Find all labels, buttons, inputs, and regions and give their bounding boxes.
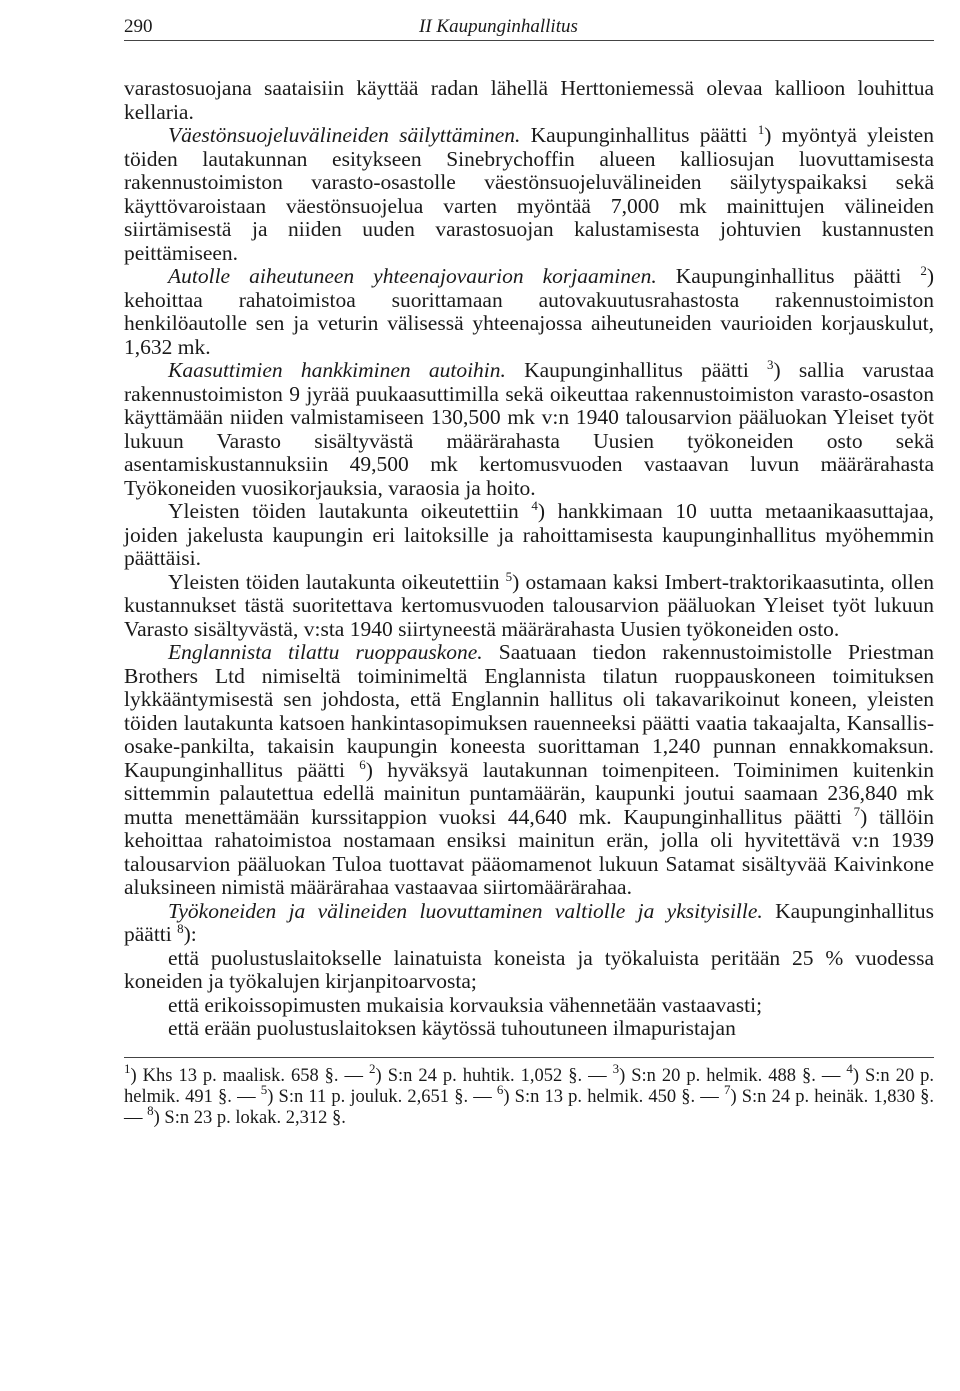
page-number: 290 [124, 16, 153, 37]
paragraph-text: ) kehoittaa rahatoimistoa suorittamaan autovakuutusrahastosta rakennustoimiston henkilöautolle sen ja veturin välisessä yhteenajossa aiheutuneiden vaurioiden korjauskulut, 1,632 mk. [124, 264, 934, 359]
running-title: II Kaupunginhallitus [419, 16, 578, 37]
paragraph-text: Yleisten töiden lautakunta oikeutettiin [168, 499, 532, 523]
paragraph-text: ) hankkimaan 10 uutta metaanikaasuttajaa, joiden jakelusta kaupungin eri laitoksille ja rahoittamisesta kaupunginhallitus myöhemmin päättäisi. [124, 499, 934, 570]
footnote-ref: 4 [531, 498, 538, 513]
footnotes [124, 1057, 934, 1129]
list-item-text: että erään puolustuslaitoksen käytössä tuhoutuneen ilmapuristajan [168, 1016, 736, 1040]
section-title: Autolle aiheutuneen yhteenajovaurion korjaaminen. [168, 264, 657, 288]
paragraph-text: Kaupunginhallitus päätti [505, 358, 767, 382]
paragraph-text: ) hyväksyä lautakunnan toimenpiteen. Toiminimen kuitenkin sittemmin palautettua edellä mainitun puntamäärän, kaupunki joutui saamaan 236,840 mk mutta menettämään kurssitappion vuoksi 44,640 mk. Kaupunginhallitus päätti [124, 757, 934, 829]
paragraph-3 [124, 265, 934, 359]
footnote-ref: 1 [757, 122, 765, 137]
footnote-text: ) S:n 20 p. helmik. 491 §. — [124, 1065, 935, 1107]
paragraph-text: Saatuaan tiedon rakennustoimistolle Priestman Brothers Ltd nimiseltä toiminimeltä Englannista tilatun ruoppauskoneen toimituksen lykkääntymisestä sen johdosta, että Englannin hallitus oli takavarikoinut koneen, yleisten töiden lautakunta katsoen hankintasopimuksen rauenneeksi päätti vaatia takaajalta, Kansallis-osake-pankilta, takaisin kaupungin koneesta suorittaman 1,240 punnan ennakkomaksun. Kaupunginhallitus päätti [124, 640, 934, 782]
paragraph-5 [124, 500, 934, 571]
footnote-ref: 2 [920, 263, 927, 278]
section-title: Kaasuttimien hankkiminen autoihin. [168, 358, 506, 382]
paragraph-text: varastosuojana saataisiin käyttää radan lähellä Herttoniemessä olevaa kallioon louhittua kellaria. [124, 76, 934, 124]
body-text [124, 77, 934, 1041]
footnote-number: 2 [369, 1060, 376, 1076]
section-title: Englannista tilattu ruoppauskone. [168, 640, 483, 664]
footnote-text: ) S:n 24 p. heinäk. 1,830 §. — [124, 1086, 934, 1128]
footnote-ref: 8 [177, 921, 184, 936]
paragraph-8 [124, 900, 934, 947]
paragraph-text: Kaupunginhallitus päätti [656, 264, 921, 288]
paragraph-text: Yleisten töiden lautakunta oikeutettiin [168, 569, 506, 594]
footnote-ref: 6 [359, 756, 366, 772]
footnote-number: 4 [846, 1060, 853, 1076]
paragraph-text: ) tällöin kehoittaa rahatoimistoa nostamaan ensiksi mainitun erän, jolla oli hyvitettävä v:n 1939 talousarvion pääluokan Tuloa tuottavat pääomamenot lukuun Satamat sisältyvää Kaivinkone aluksineen nimistä määrärahaa vastaavaa siirtomäärärahaa. [124, 804, 934, 899]
footnote-block [124, 1058, 934, 1129]
footnote-text: ) S:n 13 p. helmik. 450 §. — [503, 1086, 724, 1107]
footnote-number: 8 [147, 1102, 154, 1118]
footnote-ref: 3 [767, 357, 774, 372]
list-item [124, 1017, 934, 1041]
section-title: Väestönsuojeluvälineiden säilyttäminen. [168, 123, 521, 147]
section-title: Työkoneiden ja välineiden luovuttaminen valtiolle ja yksityisille. [168, 898, 763, 923]
footnote-number: 1 [124, 1060, 131, 1076]
footnote-text: ) S:n 23 p. lokak. 2,312 §. [153, 1107, 346, 1128]
footnote-ref: 7 [853, 803, 861, 819]
footnote-text: ) S:n 11 p. jouluk. 2,651 §. — [267, 1086, 497, 1107]
list-item-text: että erikoissopimusten mukaisia korvauksia vähennetään vastaavasti; [168, 992, 763, 1017]
paragraph-4 [124, 359, 934, 500]
footnote-ref: 5 [505, 568, 513, 584]
footnote-number: 5 [260, 1081, 268, 1097]
paragraph-text: Kaupunginhallitus päätti [124, 898, 934, 946]
paragraph-7 [124, 641, 934, 900]
footnote-text: ) S:n 20 p. helmik. 488 §. — [619, 1065, 847, 1086]
paragraph-6 [124, 568, 934, 642]
paragraph-2 [124, 124, 934, 265]
paragraph-text: ) sallia varustaa rakennustoimiston 9 jyrää puukaasuttimilla sekä oikeuttaa rakennustoimiston varasto-osaston käyttämään niiden valmistamiseen 130,500 mk v:n 1940 talousarvion pääluokan Yleiset työt lukuun Varasto sisältyvästä määrärahasta Uusien työkoneiden osto sekä asentamiskustannuksiin 49,500 mk kertomusvuoden vastaavan luvun määrärahasta Työkoneiden vuosikorjauksia, varaosia ja hoito. [124, 358, 934, 500]
footnote-number: 3 [612, 1060, 620, 1076]
page-header [124, 10, 934, 41]
paragraph-text: ): [183, 922, 197, 946]
paragraph-text: ) myöntyä yleisten töiden lautakunnan esitykseen Sinebrychoffin alueen kalliosujan luovuttamisesta rakennustoimiston varasto-osastolle väestönsuojeluvälineiden säilytyspaikaksi sekä käyttövaroistaan väestönsuojelua varten myöntää 7,000 mk mainittujen välineiden siirtämisestä ja niiden uuden varastosuojan kalustamisesta johtuvien kustannusten peittämiseen. [124, 123, 934, 265]
paragraph-text: ) ostamaan kaksi Imbert-traktorikaasutinta, ollen kustannukset tästä suoritettava kertomusvuoden talousarvion pääluokan Yleiset työt lukuun Varasto sisältyvästä, v:sta 1940 siirtyneestä määrärahasta Uusien työkoneiden osto. [124, 569, 934, 641]
paragraph-text: Kaupunginhallitus päätti [520, 123, 758, 147]
footnote-number: 7 [723, 1081, 731, 1097]
list-item [124, 947, 934, 994]
list-item-text: että puolustuslaitokselle lainatuista koneista ja työkaluista peritään 25 % vuodessa koneiden ja työkalujen kirjanpitoarvosta; [124, 945, 934, 993]
footnote-text: ) S:n 24 p. huhtik. 1,052 §. — [375, 1065, 613, 1086]
footnote-text: ) Khs 13 p. maalisk. 658 §. — [130, 1065, 370, 1086]
list-item [124, 994, 934, 1018]
paragraph-1 [124, 77, 934, 124]
footnote-number: 6 [496, 1081, 504, 1097]
document-page [124, 10, 934, 1129]
